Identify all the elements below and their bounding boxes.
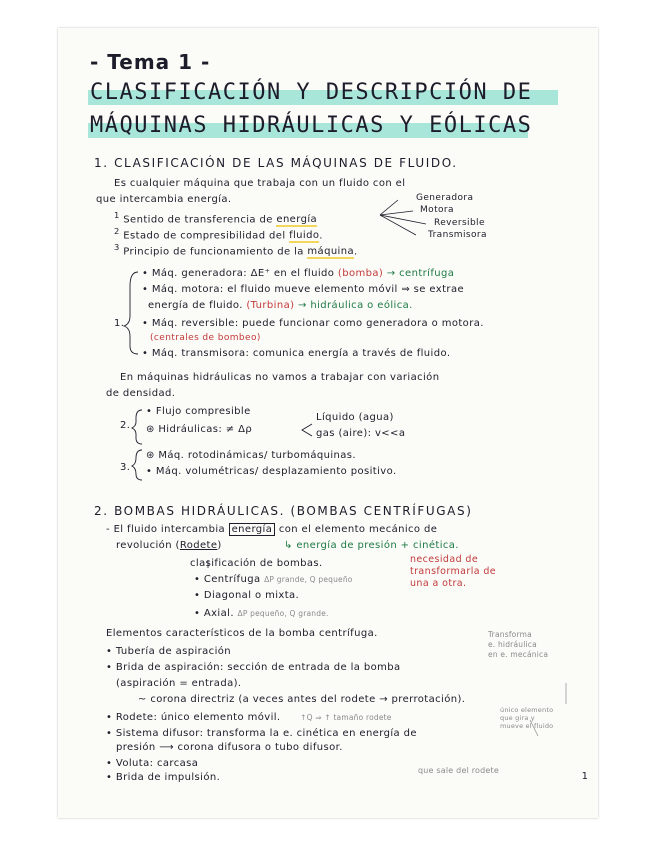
impeller-side-2: que gira y [500,714,535,722]
element-suction-flange: • Brida de aspiración: sección de entrada de la bomba [106,662,401,673]
element-diffuser-cont: presión ⟶ corona difusora o tubo difusor. [116,742,343,753]
energy-note: ↳ energía de presión + cinética. [284,540,459,551]
impeller-side-3: mueve el fluido [500,722,554,730]
pump-classification: clasificación de bombas. [190,558,323,569]
pump-axial: • Axial. ΔP pequeño, Q grande. [194,608,329,619]
density-line-1: En máquinas hidráulicas no vamos a trabajar con variación [120,372,440,383]
element-guide-ring: ~ corona directriz (a veces antes del rodete → prerrotación). [138,694,466,705]
page-number: 1 [581,771,588,782]
element-discharge-flange: • Brida de impulsión. [106,772,221,783]
type-reversible: Reversible [434,218,485,228]
red-note-1: necesidad de [410,554,479,565]
pump-centrifuga: • Centrífuga ΔP grande, Q pequeño [194,574,353,585]
intro-line-2: que intercambia energía. [96,194,232,205]
compressible-flow: • Flujo compresible [146,406,251,417]
section-2-heading: 2. BOMBAS HIDRÁULICAS. (BOMBAS CENTRÍFUGAS) [94,504,473,518]
item-reversible: • Máq. reversible: puede funcionar como generadora o motora. [142,318,484,329]
liquid-water: Líquido (agua) [316,412,394,423]
notebook-page [58,28,598,818]
side-note-1: Transforma [488,630,532,639]
red-note-3: una a otra. [410,578,467,589]
element-diffuser: • Sistema difusor: transforma la e. cinética en energía de [106,728,417,739]
title-line-2: MÁQUINAS HIDRÁULICAS Y EÓLICAS [90,113,533,138]
type-transmisora: Transmisora [428,230,487,240]
items-number: 1. [114,318,125,329]
side-note-3: en e. mecánica [488,650,549,659]
item-reversible-note: (centrales de bombeo) [150,333,261,343]
type-motora: Motora [420,205,454,215]
volumetric-machines: • Máq. volumétricas/ desplazamiento positivo. [146,466,397,477]
item-motora: • Máq. motora: el fluido mueve elemento móvil ⇒ se extrae [142,284,465,295]
bottom-note: que sale del rodete [418,766,500,775]
gas-air: gas (aire): v<<a [316,428,406,439]
list-number-3: 3. [120,462,131,473]
item-transmisora: • Máq. transmisora: comunica energía a través de fluido. [142,348,451,359]
pump-diagonal: • Diagonal o mixta. [194,590,300,601]
criterion-3: $^3$ Principio de funcionamiento de la máquina. [114,242,358,258]
pump-line-2: revolución (Rodete) [116,540,222,551]
impeller-side-1: único elemento [500,706,554,714]
item-motora-cont: energía de fluido. (Turbina) → hidráulica o eólica. [148,300,413,311]
type-generadora: Generadora [416,193,474,203]
item-generadora: • Máq. generadora: ΔE⁺ en el fluido (bomba) → centrífuga [142,268,455,279]
element-impeller: • Rodete: único elemento móvil. ↑Q ⇒ ↑ tamaño rodete [106,712,392,723]
pump-line-1: - El fluido intercambia energía con el elemento mecánico de [106,524,438,535]
hydraulic-density: ⊛ Hidráulicas: ≠ Δρ [146,424,253,435]
intro-line-1: Es cualquier máquina que trabaja con un fluido con el [114,178,406,189]
element-suction-note: (aspiración = entrada). [116,678,242,689]
rotodynamic-machines: ⊛ Máq. rotodinámicas/ turbomáquinas. [146,450,356,461]
density-line-2: de densidad. [106,388,176,399]
elements-heading: Elementos característicos de la bomba centrífuga. [106,628,378,639]
criterion-2: $^2$ Estado de compresibilidad del fluido. [114,226,323,242]
criterion-1: $^1$ Sentido de transferencia de energía [114,210,318,226]
side-note-2: e. hidráulica [488,640,537,649]
element-volute: • Voluta: carcasa [106,758,199,769]
topic-label: - Tema 1 - [90,50,211,74]
element-suction-pipe: • Tubería de aspiración [106,646,232,657]
list-number-2: 2. [120,420,131,431]
red-note-2: transformarla de [410,566,497,577]
title-line-1: CLASIFICACIÓN Y DESCRIPCIÓN DE [90,80,533,105]
section-1-heading: 1. CLASIFICACIÓN DE LAS MÁQUINAS DE FLUIDO. [94,156,458,170]
